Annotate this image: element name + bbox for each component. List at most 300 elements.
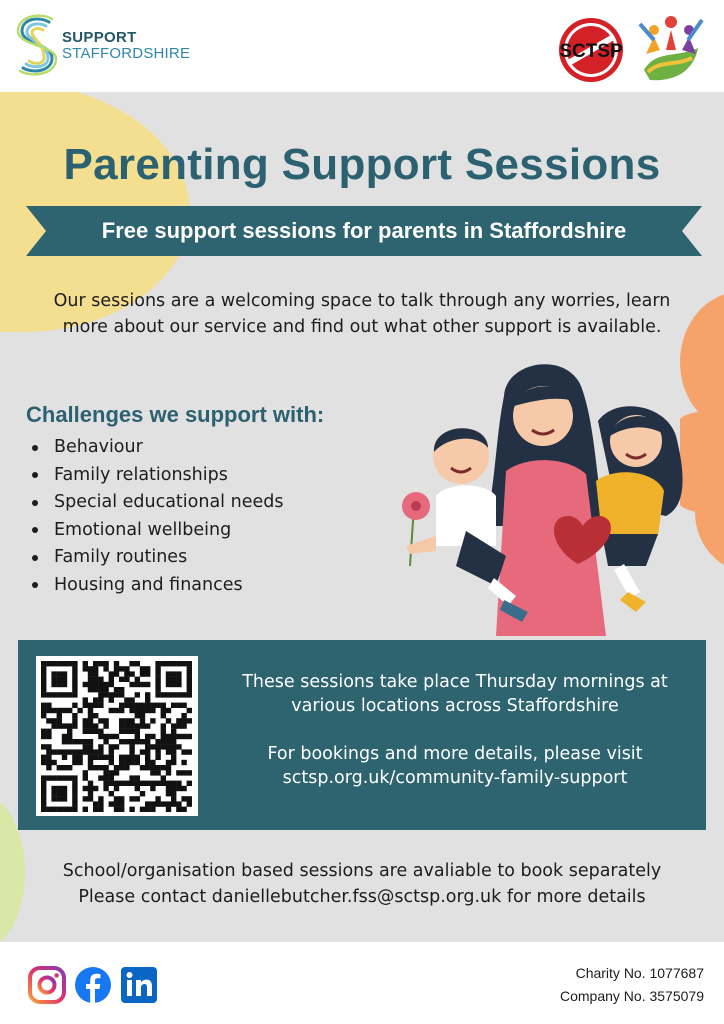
qr-module bbox=[166, 682, 171, 687]
qr-module bbox=[41, 744, 46, 749]
qr-module bbox=[51, 682, 56, 687]
qr-module bbox=[150, 744, 155, 749]
qr-module bbox=[114, 765, 119, 770]
qr-module bbox=[129, 781, 134, 786]
qr-module bbox=[124, 718, 129, 723]
qr-module bbox=[83, 786, 88, 791]
qr-module bbox=[119, 666, 124, 671]
qr-module bbox=[103, 666, 108, 671]
qr-module bbox=[140, 666, 145, 671]
qr-module bbox=[129, 760, 134, 765]
qr-module bbox=[67, 661, 72, 666]
qr-module bbox=[181, 770, 186, 775]
qr-module bbox=[51, 796, 56, 801]
qr-module bbox=[166, 801, 171, 806]
qr-module bbox=[187, 781, 192, 786]
qr-module bbox=[88, 729, 93, 734]
subtitle-ribbon bbox=[26, 206, 702, 256]
qr-module bbox=[176, 723, 181, 728]
qr-module bbox=[166, 692, 171, 697]
qr-module bbox=[51, 760, 56, 765]
qr-module bbox=[57, 786, 62, 791]
qr-module bbox=[124, 729, 129, 734]
qr-module bbox=[109, 697, 114, 702]
qr-module bbox=[176, 661, 181, 666]
qr-module bbox=[140, 723, 145, 728]
qr-module bbox=[67, 807, 72, 812]
qr-module bbox=[155, 666, 160, 671]
qr-module bbox=[155, 765, 160, 770]
qr-module bbox=[155, 796, 160, 801]
qr-module bbox=[145, 807, 150, 812]
qr-module bbox=[51, 692, 56, 697]
sctsp-logo[interactable] bbox=[556, 16, 626, 84]
qr-module bbox=[187, 682, 192, 687]
qr-module bbox=[187, 734, 192, 739]
qr-module bbox=[140, 671, 145, 676]
list-item-label: Emotional wellbeing bbox=[54, 519, 232, 540]
qr-module bbox=[176, 692, 181, 697]
qr-module bbox=[145, 739, 150, 744]
qr-module bbox=[187, 770, 192, 775]
qr-module bbox=[88, 781, 93, 786]
qr-module bbox=[72, 723, 77, 728]
qr-module bbox=[62, 677, 67, 682]
qr-module bbox=[72, 749, 77, 754]
qr-module bbox=[161, 703, 166, 708]
qr-module bbox=[46, 749, 51, 754]
info-text bbox=[222, 670, 688, 790]
qr-module bbox=[155, 671, 160, 676]
qr-module bbox=[150, 760, 155, 765]
qr-module bbox=[145, 749, 150, 754]
qr-module bbox=[187, 801, 192, 806]
qr-module bbox=[161, 801, 166, 806]
qr-module bbox=[41, 781, 46, 786]
bullet-icon bbox=[32, 527, 38, 533]
qr-module bbox=[62, 734, 67, 739]
qr-module bbox=[103, 687, 108, 692]
qr-module bbox=[57, 749, 62, 754]
qr-module bbox=[114, 708, 119, 713]
qr-module bbox=[98, 775, 103, 780]
qr-module bbox=[114, 801, 119, 806]
qr-code[interactable] bbox=[36, 656, 198, 816]
qr-module bbox=[41, 703, 46, 708]
qr-module bbox=[140, 703, 145, 708]
qr-module bbox=[51, 723, 56, 728]
qr-module bbox=[83, 703, 88, 708]
qr-module bbox=[166, 786, 171, 791]
qr-module bbox=[41, 682, 46, 687]
qr-module bbox=[140, 713, 145, 718]
qr-module bbox=[98, 682, 103, 687]
qr-module bbox=[51, 807, 56, 812]
qr-module bbox=[124, 781, 129, 786]
qr-module bbox=[103, 786, 108, 791]
qr-module bbox=[72, 801, 77, 806]
qr-module bbox=[98, 697, 103, 702]
qr-module bbox=[166, 708, 171, 713]
qr-module bbox=[135, 775, 140, 780]
qr-module bbox=[83, 661, 88, 666]
qr-module bbox=[109, 770, 114, 775]
qr-module bbox=[41, 807, 46, 812]
qr-module bbox=[176, 744, 181, 749]
qr-module bbox=[41, 755, 46, 760]
logo-line-2: STAFFORDSHIRE bbox=[62, 44, 191, 62]
qr-module bbox=[93, 749, 98, 754]
bullet-icon bbox=[32, 582, 38, 588]
qr-module bbox=[161, 744, 166, 749]
qr-module bbox=[161, 775, 166, 780]
qr-module bbox=[145, 755, 150, 760]
qr-module bbox=[103, 718, 108, 723]
qr-module bbox=[124, 677, 129, 682]
qr-module bbox=[46, 734, 51, 739]
qr-module bbox=[72, 687, 77, 692]
qr-module bbox=[124, 765, 129, 770]
qr-module bbox=[171, 734, 176, 739]
qr-module bbox=[171, 661, 176, 666]
qr-module bbox=[145, 801, 150, 806]
qr-module bbox=[124, 671, 129, 676]
family-people-logo[interactable] bbox=[636, 10, 706, 86]
qr-module bbox=[119, 718, 124, 723]
qr-module bbox=[166, 770, 171, 775]
qr-module bbox=[72, 718, 77, 723]
qr-module bbox=[129, 729, 134, 734]
qr-module bbox=[67, 729, 72, 734]
qr-module bbox=[181, 692, 186, 697]
qr-module bbox=[88, 682, 93, 687]
qr-module bbox=[119, 723, 124, 728]
qr-module bbox=[62, 723, 67, 728]
qr-module bbox=[181, 796, 186, 801]
qr-module bbox=[187, 677, 192, 682]
support-staffordshire-mark-icon bbox=[16, 14, 58, 76]
qr-module bbox=[135, 682, 140, 687]
qr-module bbox=[129, 739, 134, 744]
booking-info: For bookings and more details, please visit sctsp.org.uk/community-family-support bbox=[267, 744, 643, 788]
qr-module bbox=[176, 677, 181, 682]
qr-module bbox=[124, 760, 129, 765]
qr-module bbox=[83, 697, 88, 702]
qr-module bbox=[129, 682, 134, 687]
qr-module bbox=[98, 749, 103, 754]
qr-module bbox=[93, 713, 98, 718]
qr-module bbox=[83, 770, 88, 775]
qr-module bbox=[77, 708, 82, 713]
qr-module bbox=[41, 729, 46, 734]
qr-module bbox=[150, 781, 155, 786]
qr-module bbox=[129, 697, 134, 702]
qr-module bbox=[187, 692, 192, 697]
qr-module bbox=[150, 734, 155, 739]
qr-module bbox=[129, 749, 134, 754]
qr-module bbox=[135, 786, 140, 791]
qr-module bbox=[129, 755, 134, 760]
qr-module bbox=[88, 703, 93, 708]
qr-module bbox=[88, 796, 93, 801]
qr-module bbox=[187, 796, 192, 801]
qr-module bbox=[150, 807, 155, 812]
qr-module bbox=[166, 765, 171, 770]
qr-module bbox=[171, 786, 176, 791]
qr-module bbox=[51, 749, 56, 754]
qr-module bbox=[83, 807, 88, 812]
qr-module bbox=[51, 677, 56, 682]
info-box bbox=[18, 640, 706, 830]
qr-module bbox=[77, 739, 82, 744]
qr-module bbox=[187, 718, 192, 723]
qr-module bbox=[166, 739, 171, 744]
qr-module bbox=[93, 723, 98, 728]
qr-module bbox=[98, 677, 103, 682]
qr-module bbox=[171, 703, 176, 708]
qr-module bbox=[155, 744, 160, 749]
bullet-icon bbox=[32, 500, 38, 506]
qr-module bbox=[41, 677, 46, 682]
qr-module bbox=[140, 739, 145, 744]
qr-module bbox=[103, 775, 108, 780]
list-item bbox=[32, 434, 283, 462]
qr-module bbox=[46, 760, 51, 765]
qr-module bbox=[57, 791, 62, 796]
qr-module bbox=[119, 796, 124, 801]
sctsp-logo-text: SCTSP bbox=[559, 41, 623, 62]
qr-module bbox=[103, 723, 108, 728]
qr-module bbox=[109, 755, 114, 760]
qr-module bbox=[67, 708, 72, 713]
qr-module bbox=[114, 796, 119, 801]
qr-module bbox=[140, 807, 145, 812]
qr-module bbox=[140, 718, 145, 723]
qr-module bbox=[88, 723, 93, 728]
qr-module bbox=[72, 775, 77, 780]
qr-module bbox=[98, 734, 103, 739]
qr-module bbox=[119, 708, 124, 713]
qr-module bbox=[93, 703, 98, 708]
qr-module bbox=[166, 744, 171, 749]
qr-module bbox=[140, 682, 145, 687]
qr-module bbox=[72, 677, 77, 682]
qr-module bbox=[114, 661, 119, 666]
qr-module bbox=[114, 807, 119, 812]
qr-module bbox=[88, 687, 93, 692]
qr-module bbox=[57, 708, 62, 713]
qr-module bbox=[181, 661, 186, 666]
qr-module bbox=[98, 755, 103, 760]
qr-module bbox=[171, 749, 176, 754]
qr-module bbox=[41, 775, 46, 780]
linkedin-icon[interactable] bbox=[120, 966, 158, 1004]
qr-module bbox=[114, 671, 119, 676]
qr-module bbox=[145, 760, 150, 765]
bullet-icon bbox=[32, 472, 38, 478]
qr-module bbox=[72, 739, 77, 744]
qr-module bbox=[41, 734, 46, 739]
qr-module bbox=[109, 749, 114, 754]
qr-module bbox=[57, 775, 62, 780]
family-illustration bbox=[396, 356, 696, 646]
qr-module bbox=[88, 671, 93, 676]
qr-module bbox=[83, 796, 88, 801]
qr-module bbox=[181, 760, 186, 765]
qr-module bbox=[72, 755, 77, 760]
intro-paragraph: Our sessions are a welcoming space to talk through any worries, learn more about our service and find out what other support is available. bbox=[53, 291, 671, 337]
qr-module bbox=[62, 796, 67, 801]
qr-module bbox=[150, 801, 155, 806]
qr-module bbox=[88, 755, 93, 760]
qr-module bbox=[181, 749, 186, 754]
qr-module bbox=[62, 775, 67, 780]
qr-module bbox=[155, 692, 160, 697]
qr-module bbox=[155, 755, 160, 760]
qr-module bbox=[171, 692, 176, 697]
qr-module bbox=[103, 770, 108, 775]
qr-module bbox=[57, 796, 62, 801]
qr-module bbox=[166, 760, 171, 765]
qr-module bbox=[171, 760, 176, 765]
qr-module bbox=[57, 713, 62, 718]
qr-module bbox=[103, 765, 108, 770]
qr-module bbox=[88, 786, 93, 791]
qr-module bbox=[62, 749, 67, 754]
qr-module bbox=[72, 781, 77, 786]
list-item-label: Behaviour bbox=[54, 437, 143, 457]
qr-module bbox=[114, 770, 119, 775]
qr-module bbox=[72, 682, 77, 687]
qr-module bbox=[51, 718, 56, 723]
challenges-list bbox=[32, 434, 283, 599]
qr-module bbox=[135, 708, 140, 713]
qr-module bbox=[166, 781, 171, 786]
qr-module bbox=[145, 692, 150, 697]
qr-module bbox=[62, 739, 67, 744]
qr-module bbox=[103, 781, 108, 786]
qr-module bbox=[176, 781, 181, 786]
qr-module bbox=[161, 692, 166, 697]
qr-module bbox=[119, 807, 124, 812]
qr-module bbox=[93, 786, 98, 791]
qr-module bbox=[114, 692, 119, 697]
qr-module bbox=[67, 692, 72, 697]
qr-module bbox=[171, 755, 176, 760]
qr-module bbox=[67, 749, 72, 754]
bullet-icon bbox=[32, 445, 38, 451]
qr-module bbox=[171, 801, 176, 806]
qr-module bbox=[114, 666, 119, 671]
social-links bbox=[28, 966, 158, 1004]
qr-module bbox=[155, 682, 160, 687]
qr-module bbox=[41, 692, 46, 697]
qr-module bbox=[46, 718, 51, 723]
qr-module bbox=[145, 723, 150, 728]
qr-module bbox=[181, 713, 186, 718]
qr-module bbox=[171, 671, 176, 676]
qr-module bbox=[166, 718, 171, 723]
qr-module bbox=[72, 666, 77, 671]
list-item bbox=[32, 489, 283, 517]
qr-module bbox=[72, 671, 77, 676]
qr-module bbox=[46, 807, 51, 812]
qr-module bbox=[93, 729, 98, 734]
qr-module bbox=[181, 786, 186, 791]
qr-module bbox=[109, 682, 114, 687]
qr-module bbox=[67, 775, 72, 780]
qr-module bbox=[67, 734, 72, 739]
qr-module bbox=[93, 687, 98, 692]
qr-module bbox=[155, 703, 160, 708]
qr-module bbox=[88, 718, 93, 723]
qr-module bbox=[119, 687, 124, 692]
qr-module bbox=[176, 734, 181, 739]
qr-module bbox=[109, 744, 114, 749]
qr-module bbox=[62, 708, 67, 713]
support-staffordshire-logo[interactable] bbox=[16, 14, 190, 76]
qr-module bbox=[72, 703, 77, 708]
qr-module bbox=[83, 718, 88, 723]
instagram-icon[interactable] bbox=[28, 966, 66, 1004]
qr-module bbox=[88, 739, 93, 744]
qr-module bbox=[57, 682, 62, 687]
challenges-heading: Challenges we support with: bbox=[26, 402, 325, 427]
qr-module bbox=[166, 807, 171, 812]
qr-module bbox=[135, 692, 140, 697]
qr-module bbox=[145, 703, 150, 708]
qr-module bbox=[155, 749, 160, 754]
qr-module bbox=[67, 765, 72, 770]
facebook-icon[interactable] bbox=[74, 966, 112, 1004]
list-item bbox=[32, 462, 283, 490]
list-item-label: Family relationships bbox=[54, 464, 228, 485]
qr-module bbox=[51, 708, 56, 713]
qr-module bbox=[187, 749, 192, 754]
qr-module bbox=[109, 692, 114, 697]
qr-module bbox=[171, 682, 176, 687]
qr-module bbox=[72, 692, 77, 697]
qr-module bbox=[129, 703, 134, 708]
qr-module bbox=[181, 723, 186, 728]
list-item bbox=[32, 544, 283, 572]
qr-module bbox=[150, 786, 155, 791]
qr-module bbox=[88, 749, 93, 754]
qr-module bbox=[129, 708, 134, 713]
qr-module bbox=[98, 801, 103, 806]
qr-module bbox=[109, 760, 114, 765]
qr-module bbox=[119, 729, 124, 734]
qr-module bbox=[129, 671, 134, 676]
qr-module bbox=[109, 677, 114, 682]
qr-module bbox=[98, 692, 103, 697]
qr-module bbox=[171, 796, 176, 801]
qr-module bbox=[57, 661, 62, 666]
qr-module bbox=[161, 713, 166, 718]
qr-module bbox=[41, 661, 46, 666]
qr-module bbox=[181, 703, 186, 708]
qr-module bbox=[41, 687, 46, 692]
qr-module bbox=[114, 687, 119, 692]
qr-module bbox=[46, 755, 51, 760]
qr-module bbox=[88, 744, 93, 749]
qr-module bbox=[93, 765, 98, 770]
qr-module bbox=[150, 703, 155, 708]
qr-module bbox=[98, 661, 103, 666]
qr-module bbox=[109, 734, 114, 739]
qr-module bbox=[62, 786, 67, 791]
qr-module bbox=[161, 781, 166, 786]
